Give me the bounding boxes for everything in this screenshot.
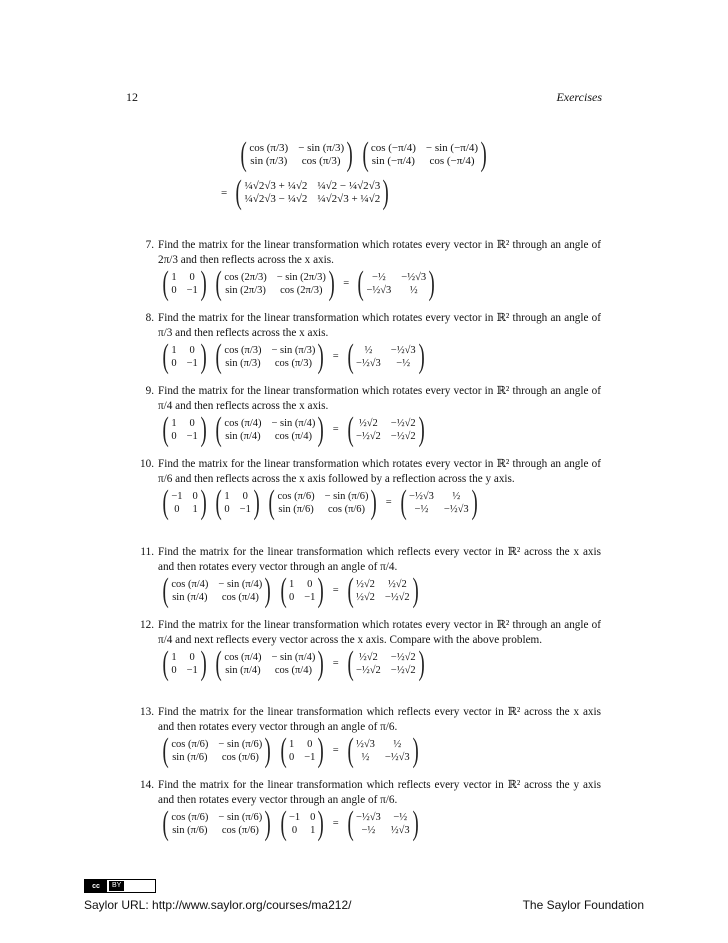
problem-text: Find the matrix for the linear transformation which reflects every vector in ℝ² across the x axis and then rotates every vector through an angle of π/4. <box>158 546 601 573</box>
cc-license-badge[interactable] <box>84 879 156 893</box>
page-number: 12 <box>126 90 138 104</box>
problem-8 <box>126 311 601 375</box>
problem-equation: ( 1 0 0 −1 ) ( cos (π/4) − sin (π/4) sin (π/4) cos (π/4) ) = ( ½√2 −½√2 −½√2 −½√2 ) <box>162 411 425 448</box>
matrix: ( cos (−π/4) − sin (−π/4) sin (−π/4) cos (−π/4) ) <box>362 136 487 173</box>
problem-text: Find the matrix for the linear transformation which reflects every vector in ℝ² across the y axis and then rotates every vector through an angle of π/6. <box>158 779 601 806</box>
problem-equation: ( 1 0 0 −1 ) ( cos (2π/3) − sin (2π/3) sin (2π/3) cos (2π/3) ) = ( −½ −½√3 −½√3 ½ ) <box>162 265 435 302</box>
problem-number: 10. <box>140 458 154 470</box>
problem-equation: ( 1 0 0 −1 ) ( cos (π/3) − sin (π/3) sin (π/3) cos (π/3) ) = ( ½ −½√3 −½√3 −½ ) <box>162 338 425 375</box>
problem-number: 11. <box>140 546 154 558</box>
problem-text: Find the matrix for the linear transformation which rotates every vector in ℝ² through an angle of π/4 and next reflects every vector across the x axis. Compare with the above problem. <box>158 619 601 646</box>
matrix: ( ¼√2√3 + ¼√2 ¼√2 − ¼√2√3 ¼√2√3 − ¼√2 ¼√2√3 + ¼√2 ) <box>235 174 389 211</box>
problem-10 <box>126 457 601 521</box>
matrix: ( cos (π/3) − sin (π/3) sin (π/3) cos (π/3) ) <box>240 136 353 173</box>
problem-text: Find the matrix for the linear transformation which rotates every vector in ℝ² through an angle of 2π/3 and then reflects across the x axis. <box>158 239 601 266</box>
license-by-label: BY <box>109 881 124 891</box>
problem-12 <box>126 618 601 682</box>
problem-number: 8. <box>145 312 154 324</box>
problem-number: 12. <box>140 619 154 631</box>
footer-url: Saylor URL: http://www.saylor.org/courses/ma212/ <box>84 898 352 912</box>
problem-text: Find the matrix for the linear transformation which rotates every vector in ℝ² through an angle of π/3 and then reflects across the x axis. <box>158 312 601 339</box>
footer-org: The Saylor Foundation <box>522 898 644 912</box>
problem-number: 7. <box>145 239 154 251</box>
problem-7 <box>126 238 601 302</box>
problem-13 <box>126 705 601 769</box>
problem-text: Find the matrix for the linear transformation which rotates every vector in ℝ² through an angle of π/4 and then reflects across the x axis. <box>158 385 601 412</box>
top-equation <box>236 136 491 173</box>
problem-11 <box>126 545 601 609</box>
problem-equation: ( cos (π/6) − sin (π/6) sin (π/6) cos (π/6) ) ( 1 0 0 −1 ) = ( ½√3 ½ ½ −½√3 ) <box>162 732 419 769</box>
problem-9 <box>126 384 601 448</box>
problem-number: 9. <box>145 385 154 397</box>
top-equation-result: = ( ¼√2√3 + ¼√2 ¼√2 − ¼√2√3 ¼√2√3 − ¼√2 ¼√2√3 + ¼√2 ) <box>217 178 394 208</box>
problem-equation: ( 1 0 0 −1 ) ( cos (π/4) − sin (π/4) sin (π/4) cos (π/4) ) = ( ½√2 −½√2 −½√2 −½√2 ) <box>162 645 425 682</box>
problem-number: 14. <box>140 779 154 791</box>
problem-number: 13. <box>140 706 154 718</box>
running-title: Exercises <box>556 90 602 104</box>
problem-equation: ( cos (π/6) − sin (π/6) sin (π/6) cos (π/6) ) ( −1 0 0 1 ) = ( −½√3 −½ −½ ½√3 ) <box>162 805 419 842</box>
problem-equation: ( −1 0 0 1 ) ( 1 0 0 −1 ) ( cos (π/6) − sin (π/6) sin (π/6) cos (π/6) ) = ( −½√3 ½ −½ −½√3 ) <box>162 484 478 521</box>
problem-equation: ( cos (π/4) − sin (π/4) sin (π/4) cos (π/4) ) ( 1 0 0 −1 ) = ( ½√2 ½√2 ½√2 −½√2 ) <box>162 572 419 609</box>
problem-text: Find the matrix for the linear transformation which reflects every vector in ℝ² across the x axis and then rotates every vector through an angle of π/6. <box>158 706 601 733</box>
problem-14 <box>126 778 601 842</box>
problem-text: Find the matrix for the linear transformation which rotates every vector in ℝ² through an angle of π/6 and then reflects across the x axis followed by a reflection across the y axis. <box>158 458 601 485</box>
creative-commons-icon: cc <box>85 880 107 892</box>
